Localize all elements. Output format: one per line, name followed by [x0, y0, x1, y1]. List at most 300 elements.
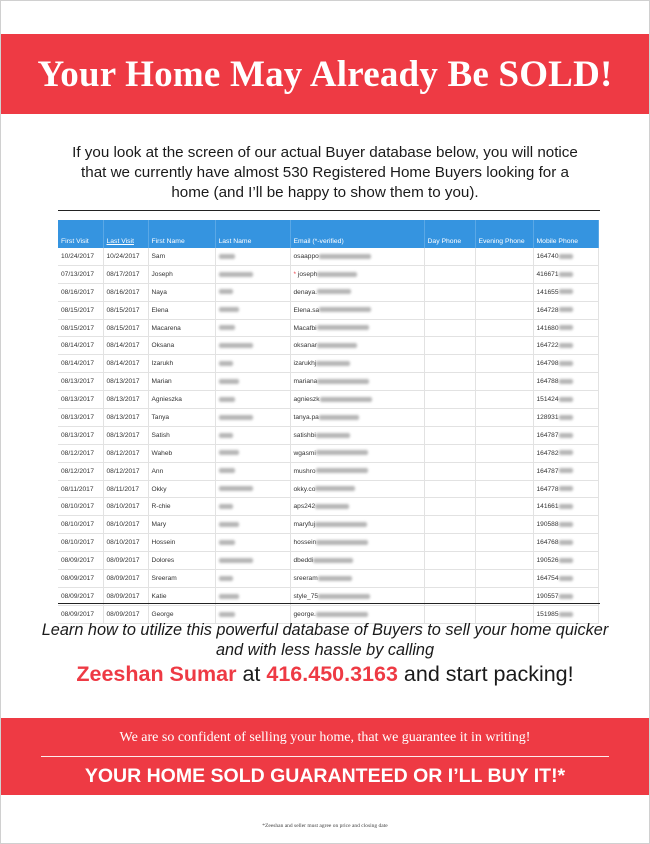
cell-mobile: [533, 480, 598, 498]
cell-last-name: [215, 248, 290, 265]
cell-last-name: [215, 444, 290, 462]
redacted-text: [219, 254, 235, 259]
cell-first-visit: 08/10/2017: [58, 534, 103, 552]
cell-day-phone: [424, 552, 475, 570]
mobile-prefix: 416671: [536, 270, 559, 278]
redacted-text: [313, 558, 353, 563]
email-prefix: sreeram: [293, 574, 318, 582]
mobile-prefix: 164754: [536, 574, 559, 582]
col-mobile-phone: Mobile Phone: [533, 220, 598, 248]
mobile-prefix: 190526: [536, 557, 559, 565]
cell-first-name: Agnieszka: [148, 391, 215, 409]
cell-evening-phone: [475, 319, 533, 337]
table-row: [58, 355, 598, 373]
cell-last-visit: 08/15/2017: [103, 319, 148, 337]
mobile-prefix: 190557: [536, 592, 559, 600]
cell-first-name: R-chie: [148, 498, 215, 516]
table-row: [58, 534, 598, 552]
redacted-text: [219, 576, 233, 581]
cell-last-name: [215, 570, 290, 588]
cell-last-name: [215, 391, 290, 409]
cell-email: [290, 426, 424, 444]
intro-paragraph: If you look at the screen of our actual Buyer database below, you will notice that we currently have almost 530 Registered Home Buyers looking for a home (and I’ll be happy to show them to you).: [72, 144, 578, 201]
email-prefix: mariana: [293, 378, 318, 386]
cell-email: [290, 373, 424, 391]
email-prefix: joseph: [297, 270, 318, 278]
divider-bottom: [58, 603, 600, 604]
email-prefix: Macafbi: [293, 324, 317, 332]
cell-evening-phone: [475, 498, 533, 516]
table-row: [58, 409, 598, 427]
cell-day-phone: [424, 391, 475, 409]
redacted-text: [219, 450, 239, 455]
cell-mobile: [533, 301, 598, 319]
col-last-visit: [103, 220, 148, 248]
cell-evening-phone: [475, 283, 533, 301]
mobile-prefix: 164768: [536, 539, 559, 547]
mobile-prefix: 164798: [536, 360, 559, 368]
cell-first-name: Tanya: [148, 409, 215, 427]
mobile-prefix: 141680: [536, 324, 559, 332]
cell-day-phone: [424, 248, 475, 265]
cell-day-phone: [424, 444, 475, 462]
cell-email: [290, 498, 424, 516]
cell-first-name: Ann: [148, 462, 215, 480]
cell-last-visit: 08/12/2017: [103, 462, 148, 480]
cell-last-name: [215, 552, 290, 570]
cell-evening-phone: [475, 337, 533, 355]
redacted-text: [559, 343, 573, 348]
redacted-text: [316, 450, 368, 455]
cell-mobile: [533, 409, 598, 427]
cell-evening-phone: [475, 426, 533, 444]
cell-last-visit: 08/10/2017: [103, 498, 148, 516]
col-first-visit: First Visit: [58, 220, 103, 248]
redacted-text: [219, 361, 233, 366]
cell-last-visit: 08/11/2017: [103, 480, 148, 498]
redacted-text: [559, 594, 573, 599]
cell-last-name: [215, 265, 290, 283]
cell-first-name: George: [148, 605, 215, 623]
cell-first-name: Joseph: [148, 265, 215, 283]
redacted-text: [219, 540, 235, 545]
redacted-text: [559, 558, 573, 563]
cell-last-visit: 08/17/2017: [103, 265, 148, 283]
cell-first-visit: 08/09/2017: [58, 570, 103, 588]
redacted-text: [559, 397, 573, 402]
cell-first-visit: 08/10/2017: [58, 516, 103, 534]
cell-first-name: Katie: [148, 587, 215, 605]
cell-first-name: Mary: [148, 516, 215, 534]
cell-day-phone: [424, 534, 475, 552]
table-row: [58, 301, 598, 319]
cell-email: [290, 319, 424, 337]
table-row: [58, 552, 598, 570]
cell-last-visit: 08/13/2017: [103, 391, 148, 409]
agent-phone[interactable]: 416.450.3163: [266, 662, 398, 686]
table-row: [58, 570, 598, 588]
redacted-text: [219, 272, 253, 277]
cell-first-name: Sam: [148, 248, 215, 265]
cell-last-name: [215, 534, 290, 552]
redacted-text: [219, 486, 253, 491]
mobile-prefix: 164728: [536, 306, 559, 314]
redacted-text: [219, 558, 253, 563]
cell-mobile: [533, 283, 598, 301]
cell-email: [290, 552, 424, 570]
footnote: *Zeeshan and seller must agree on price and closing date: [262, 823, 388, 829]
table-header-row: [58, 220, 598, 248]
mobile-prefix: 141661: [536, 503, 559, 511]
table-row: [58, 248, 598, 265]
cell-evening-phone: [475, 301, 533, 319]
cell-last-visit: 08/09/2017: [103, 570, 148, 588]
email-prefix: satishbi: [293, 431, 316, 439]
cell-first-name: Hossein: [148, 534, 215, 552]
redacted-text: [315, 504, 349, 509]
cell-last-name: [215, 355, 290, 373]
email-prefix: wgasmi: [293, 449, 316, 457]
cell-day-phone: [424, 570, 475, 588]
redacted-text: [318, 576, 352, 581]
cell-day-phone: [424, 498, 475, 516]
cell-day-phone: [424, 516, 475, 534]
buyer-table: [58, 220, 599, 624]
redacted-text: [317, 343, 357, 348]
cell-last-name: [215, 462, 290, 480]
cell-evening-phone: [475, 534, 533, 552]
redacted-text: [319, 307, 371, 312]
redacted-text: [559, 504, 573, 509]
table-row: [58, 391, 598, 409]
redacted-text: [559, 289, 573, 294]
redacted-text: [317, 272, 357, 277]
headline: Your Home May Already Be SOLD!: [37, 53, 613, 95]
redacted-text: [219, 397, 235, 402]
cell-last-visit: 08/13/2017: [103, 373, 148, 391]
redacted-text: [219, 307, 239, 312]
cell-day-phone: [424, 426, 475, 444]
email-prefix: agnieszk: [293, 396, 320, 404]
redacted-text: [219, 504, 233, 509]
cell-email: [290, 570, 424, 588]
table-row: [58, 337, 598, 355]
cell-last-name: [215, 283, 290, 301]
confidence-statement: We are so confident of selling your home, that we guarantee it in writing!: [119, 730, 531, 745]
cta-at: at: [242, 662, 261, 686]
col-last-visit-label: Last Visit: [106, 238, 134, 245]
cell-mobile: [533, 355, 598, 373]
cell-email: [290, 248, 424, 265]
cell-email: [290, 480, 424, 498]
cell-first-visit: 07/13/2017: [58, 265, 103, 283]
redacted-text: [559, 468, 573, 473]
cell-first-visit: 08/15/2017: [58, 319, 103, 337]
mobile-prefix: 164778: [536, 485, 559, 493]
cell-evening-phone: [475, 516, 533, 534]
redacted-text: [316, 612, 368, 617]
email-prefix: Elena.sa: [293, 306, 320, 314]
cell-email: [290, 462, 424, 480]
col-first-name: First Name: [148, 220, 215, 248]
cell-last-visit: 08/12/2017: [103, 444, 148, 462]
redacted-text: [219, 594, 239, 599]
cell-evening-phone: [475, 552, 533, 570]
cell-last-visit: 08/16/2017: [103, 283, 148, 301]
cell-evening-phone: [475, 444, 533, 462]
cell-first-visit: 10/24/2017: [58, 248, 103, 265]
redacted-text: [559, 433, 573, 438]
cta-tail: and start packing!: [403, 662, 574, 686]
cell-first-name: Marian: [148, 373, 215, 391]
cell-first-visit: 08/10/2017: [58, 498, 103, 516]
mobile-prefix: 151985: [536, 610, 559, 618]
cell-email: [290, 301, 424, 319]
guarantee-statement: YOUR HOME SOLD GUARANTEED OR I’LL BUY IT!*: [84, 765, 566, 787]
cell-first-visit: 08/12/2017: [58, 462, 103, 480]
cell-mobile: [533, 337, 598, 355]
cell-first-name: Waheb: [148, 444, 215, 462]
mobile-prefix: 190588: [536, 521, 559, 529]
cell-evening-phone: [475, 391, 533, 409]
redacted-text: [316, 361, 350, 366]
cell-first-name: Naya: [148, 283, 215, 301]
table-row: [58, 283, 598, 301]
cell-evening-phone: [475, 265, 533, 283]
redacted-text: [559, 415, 573, 420]
redacted-text: [319, 415, 359, 420]
cell-email: [290, 391, 424, 409]
cell-day-phone: [424, 283, 475, 301]
redacted-text: [317, 289, 351, 294]
redacted-text: [559, 522, 573, 527]
cell-first-name: Oksana: [148, 337, 215, 355]
redacted-text: [219, 433, 233, 438]
cell-last-visit: 08/15/2017: [103, 301, 148, 319]
divider-top: [58, 210, 600, 211]
cell-mobile: [533, 534, 598, 552]
cell-evening-phone: [475, 248, 533, 265]
table-row: [58, 498, 598, 516]
cell-email: [290, 283, 424, 301]
cell-day-phone: [424, 373, 475, 391]
redacted-text: [317, 325, 369, 330]
redacted-text: [559, 272, 573, 277]
cell-last-name: [215, 516, 290, 534]
redacted-text: [559, 540, 573, 545]
cell-first-name: Satish: [148, 426, 215, 444]
email-prefix: george.: [293, 610, 316, 618]
cell-email: [290, 444, 424, 462]
mobile-prefix: 151424: [536, 396, 559, 404]
redacted-text: [318, 594, 370, 599]
col-last-name: Last Name: [215, 220, 290, 248]
cell-mobile: [533, 265, 598, 283]
table-row: [58, 444, 598, 462]
redacted-text: [559, 325, 573, 330]
cell-last-name: [215, 337, 290, 355]
table-row: [58, 319, 598, 337]
cell-email: [290, 534, 424, 552]
redacted-text: [316, 540, 368, 545]
cell-first-name: Macarena: [148, 319, 215, 337]
redacted-text: [559, 379, 573, 384]
cell-mobile: [533, 462, 598, 480]
cell-day-phone: [424, 462, 475, 480]
redacted-text: [559, 361, 573, 366]
email-prefix: izarukhj: [293, 360, 317, 368]
email-prefix: maryfuj: [293, 521, 316, 529]
mobile-prefix: 164722: [536, 342, 559, 350]
email-prefix: mushro: [293, 467, 316, 475]
cell-mobile: [533, 373, 598, 391]
redacted-text: [320, 397, 372, 402]
cell-last-visit: 08/09/2017: [103, 605, 148, 623]
mobile-prefix: 141655: [536, 288, 559, 296]
cell-day-phone: [424, 319, 475, 337]
cell-first-visit: 08/09/2017: [58, 587, 103, 605]
cell-first-visit: 08/16/2017: [58, 283, 103, 301]
cell-email: [290, 355, 424, 373]
redacted-text: [219, 612, 235, 617]
cell-email: [290, 516, 424, 534]
cta-text: Learn how to utilize this powerful database of Buyers to sell your home quicker and with less hassle by calling: [41, 621, 609, 659]
cell-last-name: [215, 426, 290, 444]
redacted-text: [316, 433, 350, 438]
redacted-text: [219, 522, 239, 527]
table-row: [58, 516, 598, 534]
cell-last-name: [215, 301, 290, 319]
cell-first-visit: 08/13/2017: [58, 373, 103, 391]
redacted-text: [559, 450, 573, 455]
cell-first-visit: 08/14/2017: [58, 355, 103, 373]
cell-day-phone: [424, 265, 475, 283]
cell-last-visit: 08/14/2017: [103, 337, 148, 355]
cell-mobile: [533, 444, 598, 462]
cell-first-name: Izarukh: [148, 355, 215, 373]
cell-mobile: [533, 391, 598, 409]
redacted-text: [315, 486, 355, 491]
col-evening-phone: Evening Phone: [475, 220, 533, 248]
agent-name: Zeeshan Sumar: [76, 662, 237, 686]
email-prefix: denaya.: [293, 288, 317, 296]
cell-evening-phone: [475, 355, 533, 373]
col-day-phone: Day Phone: [424, 220, 475, 248]
cell-day-phone: [424, 337, 475, 355]
cell-last-name: [215, 498, 290, 516]
cell-mobile: [533, 570, 598, 588]
cell-email: [290, 265, 424, 283]
cta-contact: [40, 662, 610, 687]
email-prefix: tanya.pa: [293, 413, 319, 421]
redacted-text: [219, 289, 233, 294]
cell-mobile: [533, 319, 598, 337]
cell-day-phone: [424, 409, 475, 427]
redacted-text: [319, 254, 371, 259]
cell-last-name: [215, 480, 290, 498]
redacted-text: [559, 576, 573, 581]
cell-last-visit: 08/13/2017: [103, 426, 148, 444]
cell-last-visit: 08/13/2017: [103, 409, 148, 427]
cell-email: [290, 409, 424, 427]
email-prefix: aps242: [293, 503, 316, 511]
cell-evening-phone: [475, 480, 533, 498]
col-email: Email (*-verified): [290, 220, 424, 248]
cell-first-visit: 08/15/2017: [58, 301, 103, 319]
cell-last-name: [215, 373, 290, 391]
cell-mobile: [533, 498, 598, 516]
cell-first-visit: 08/11/2017: [58, 480, 103, 498]
redacted-text: [316, 468, 368, 473]
redacted-text: [315, 522, 367, 527]
table-body: [58, 248, 598, 623]
buyer-database-screenshot: [58, 220, 598, 618]
table-row: [58, 480, 598, 498]
email-prefix: hossein: [293, 539, 317, 547]
cell-first-visit: 08/12/2017: [58, 444, 103, 462]
cell-mobile: [533, 426, 598, 444]
cell-mobile: [533, 248, 598, 265]
email-prefix: okky.co: [293, 485, 316, 493]
cell-first-visit: 08/09/2017: [58, 552, 103, 570]
cell-last-visit: 08/14/2017: [103, 355, 148, 373]
cell-day-phone: [424, 301, 475, 319]
table-row: [58, 426, 598, 444]
cell-mobile: [533, 516, 598, 534]
banner-divider: [41, 756, 609, 757]
cell-evening-phone: [475, 462, 533, 480]
cell-evening-phone: [475, 409, 533, 427]
cell-last-visit: 08/10/2017: [103, 534, 148, 552]
cell-first-name: Dolores: [148, 552, 215, 570]
redacted-text: [559, 612, 573, 617]
redacted-text: [219, 343, 253, 348]
cell-mobile: [533, 552, 598, 570]
cell-evening-phone: [475, 373, 533, 391]
email-prefix: osaappo: [293, 252, 319, 260]
cell-evening-phone: [475, 570, 533, 588]
email-prefix: dbeddi: [293, 557, 314, 565]
cell-day-phone: [424, 355, 475, 373]
cell-email: [290, 337, 424, 355]
redacted-text: [559, 254, 573, 259]
redacted-text: [317, 379, 369, 384]
cell-first-visit: 08/13/2017: [58, 391, 103, 409]
cell-day-phone: [424, 480, 475, 498]
cell-last-visit: 08/09/2017: [103, 552, 148, 570]
cell-first-visit: 08/13/2017: [58, 426, 103, 444]
cell-last-name: [215, 319, 290, 337]
redacted-text: [219, 379, 239, 384]
cell-first-visit: 08/14/2017: [58, 337, 103, 355]
cell-first-name: Sreeram: [148, 570, 215, 588]
cell-first-name: Okky: [148, 480, 215, 498]
mobile-prefix: 164782: [536, 449, 559, 457]
cell-last-visit: 08/10/2017: [103, 516, 148, 534]
cell-first-visit: 08/13/2017: [58, 409, 103, 427]
verified-marker: *: [293, 270, 298, 278]
redacted-text: [219, 468, 235, 473]
cell-first-visit: 08/09/2017: [58, 605, 103, 623]
cell-last-visit: 10/24/2017: [103, 248, 148, 265]
email-prefix: oksanar: [293, 342, 317, 350]
table-row: [58, 373, 598, 391]
mobile-prefix: 164740: [536, 252, 559, 260]
redacted-text: [219, 415, 253, 420]
redacted-text: [219, 325, 235, 330]
redacted-text: [559, 307, 573, 312]
mobile-prefix: 128931: [536, 413, 559, 421]
